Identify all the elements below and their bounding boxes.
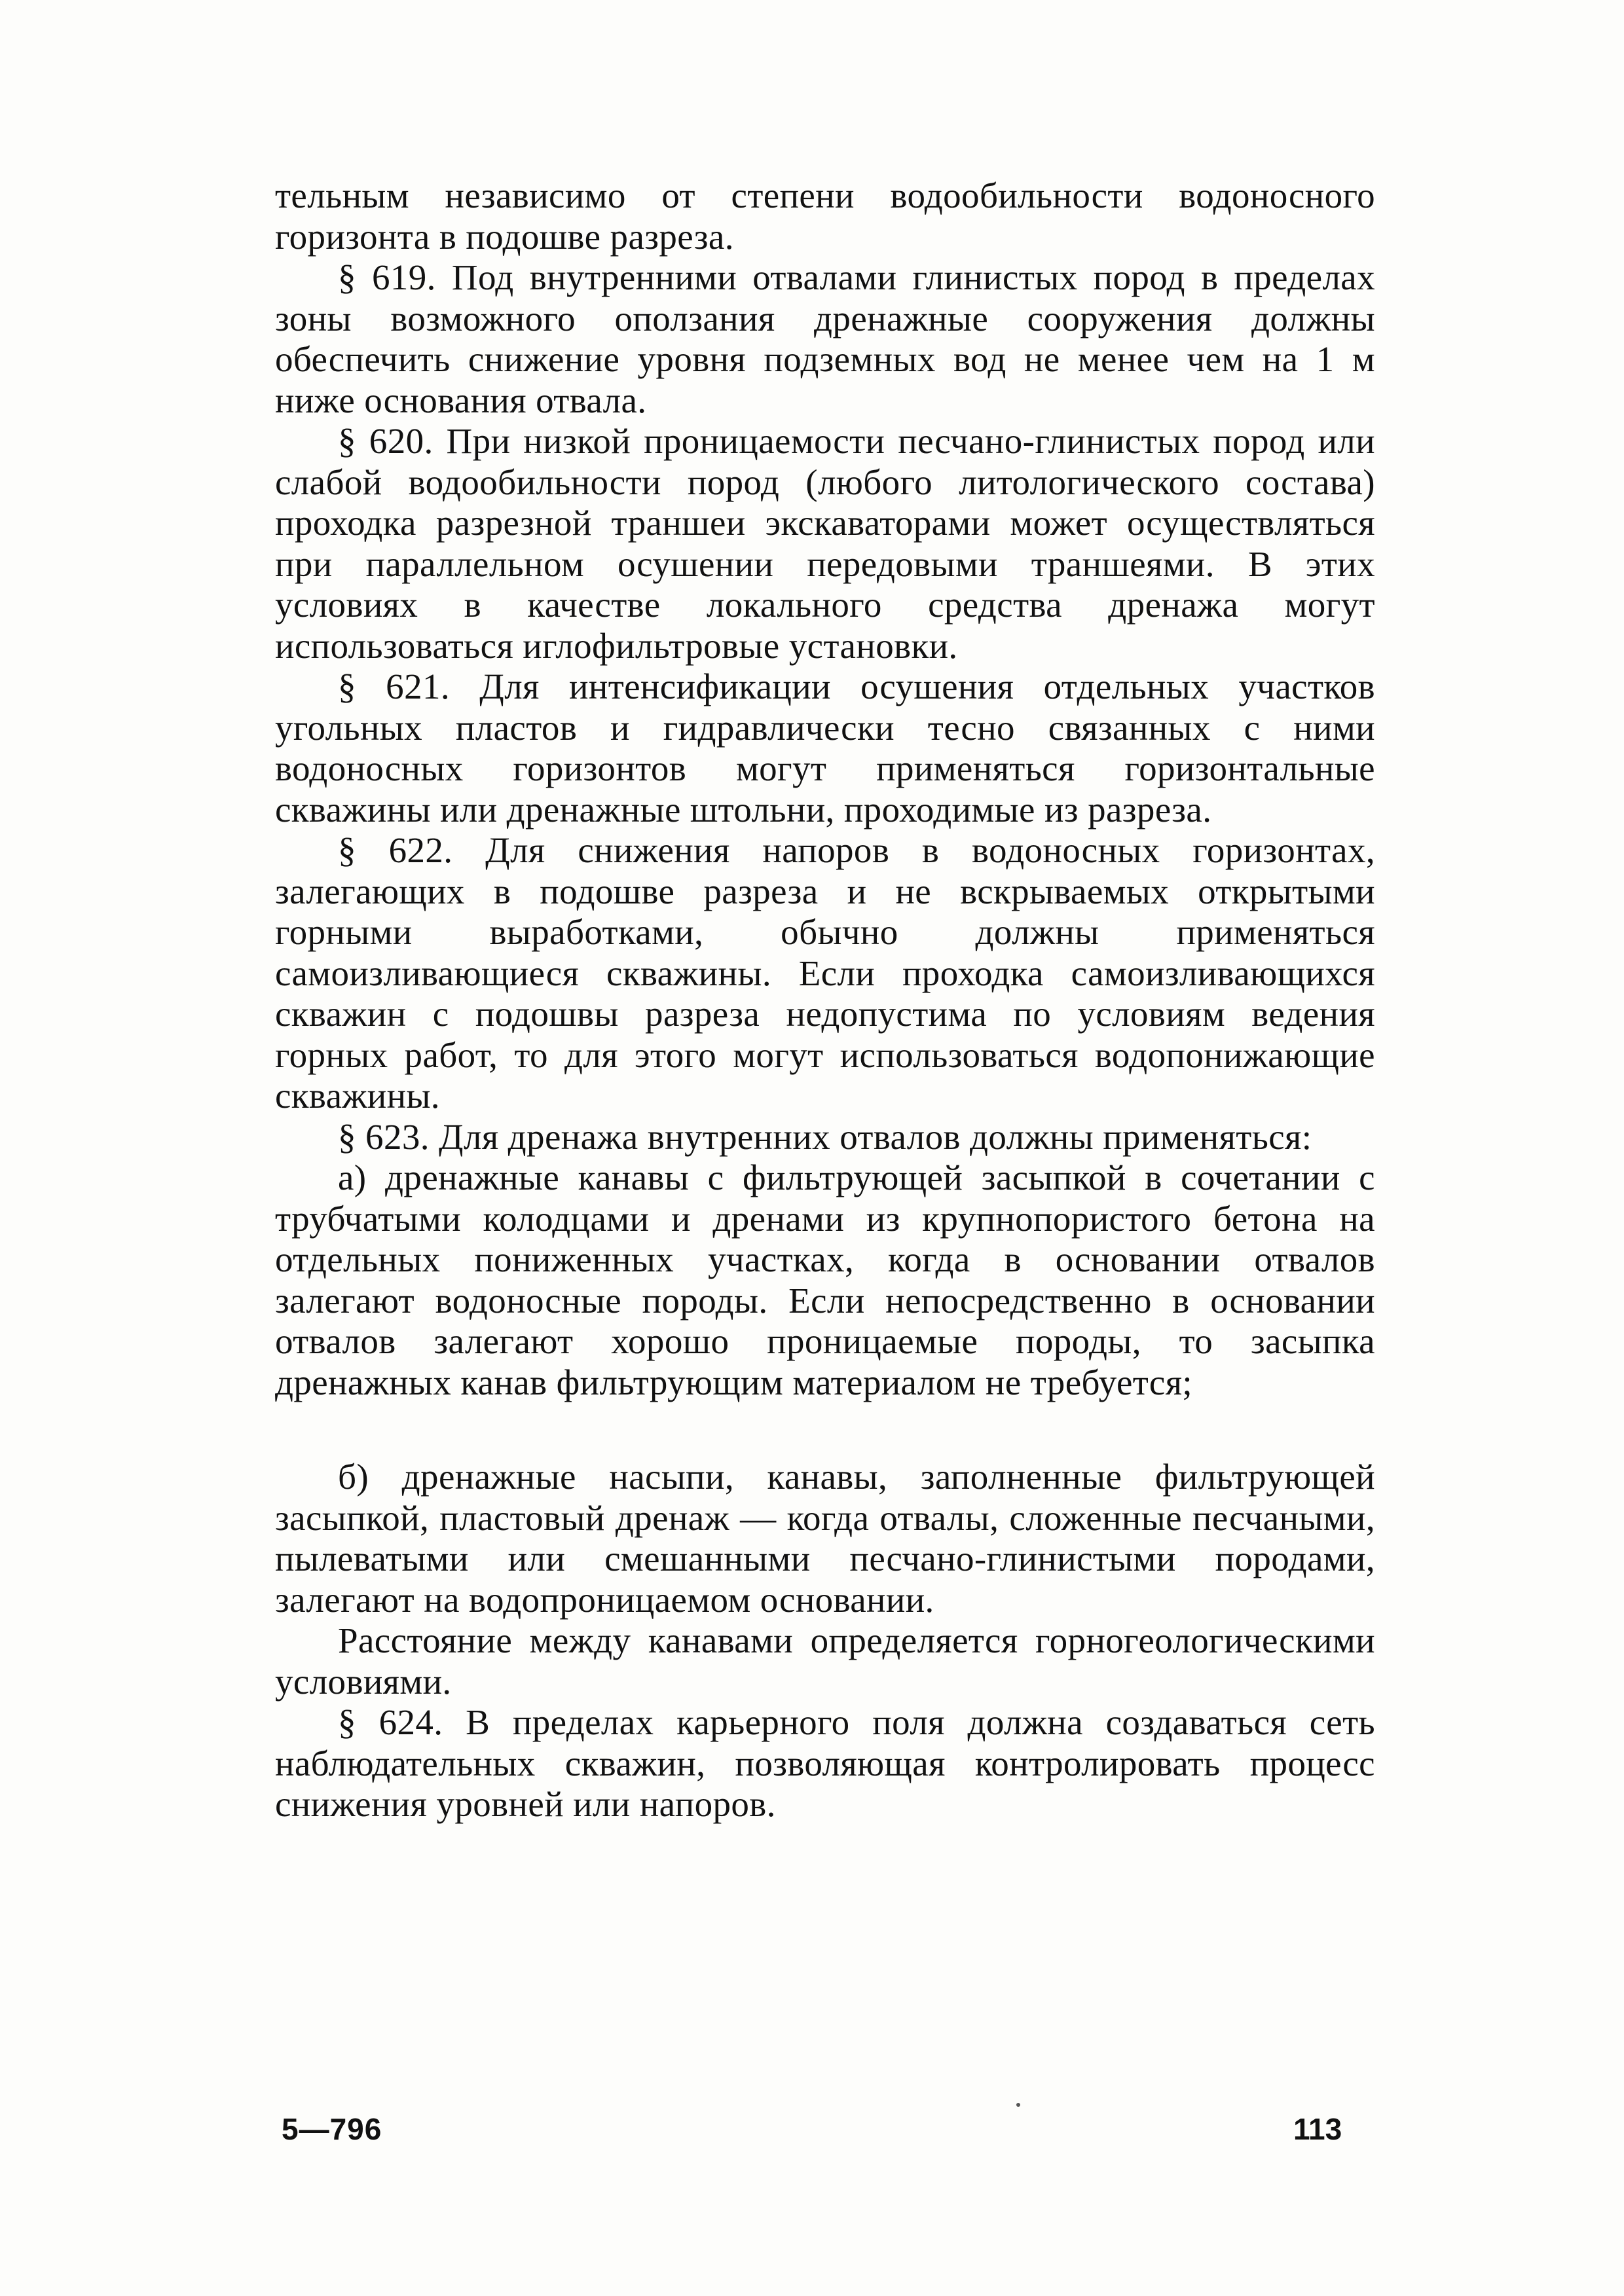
paragraph-620: § 620. При низкой проницаемости песчано-глинистых пород или слабой водообильности пород (любого литологического состава) проходка разрезной траншеи экскаваторами может осуществляться при параллельном осушении передовыми траншеями. В этих условиях в качестве локального средства дренажа могут использоваться иглофильтровые установки. <box>275 421 1375 666</box>
print-dot <box>1016 2103 1020 2107</box>
paragraph-623: § 623. Для дренажа внутренних отвалов должны применяться: <box>338 1116 1312 1157</box>
paragraph-619: § 619. Под внутренними отвалами глинистых пород в пределах зоны возможного оползания дренажные сооружения должны обеспечить снижение уровня подземных вод не менее чем на 1 м ниже основания отвала. <box>275 257 1375 420</box>
signature-mark: 5—796 <box>282 2112 382 2146</box>
paragraph-continuation: тельным независимо от степени водообильности водоносного горизонта в подошве разреза. <box>275 175 1375 257</box>
list-item-b: б) дренажные насыпи, канавы, заполненные фильтрующей засыпкой, пластовый дренаж — когда отвалы, сложенные песчаными, пылеватыми или смешанными песчано-глинистыми породами, залегают на водопроницаемом основании. <box>275 1457 1375 1620</box>
paragraph-distance: Расстояние между канавами определяется горногеологическими условиями. <box>275 1620 1375 1702</box>
paragraph-622: § 622. Для снижения напоров в водоносных горизонтах, залегающих в подошве разреза и не вскрываемых открытыми горными выработками, обычно должны применяться самоизливающиеся скважины. Если проходка самоизливающихся скважин с подошвы разреза недопустима по условиям ведения горных работ, то для этого могут использоваться водопонижающие скважины. <box>275 830 1375 1116</box>
page-number: 113 <box>1293 2112 1342 2146</box>
list-item-a: а) дренажные канавы с фильтрующей засыпкой в сочетании с трубчатыми колодцами и дренами из крупнопористого бетона на отдельных пониженных участках, когда в основании отвалов залегают водоносные породы. Если непосредственно в основании отвалов залегают хорошо проницаемые породы, то засыпка дренажных канав фильтрующим материалом не требуется; <box>275 1157 1375 1402</box>
body-text <box>275 175 1375 1825</box>
paragraph-621: § 621. Для интенсификации осушения отдельных участков угольных пластов и гидравлически тесно связанных с ними водоносных горизонтов могут применяться горизонтальные скважины или дренажные штольни, проходимые из разреза. <box>275 666 1375 829</box>
paragraph-624: § 624. В пределах карьерного поля должна создаваться сеть наблюдательных скважин, позволяющая контролировать процесс снижения уровней или напоров. <box>275 1702 1375 1824</box>
